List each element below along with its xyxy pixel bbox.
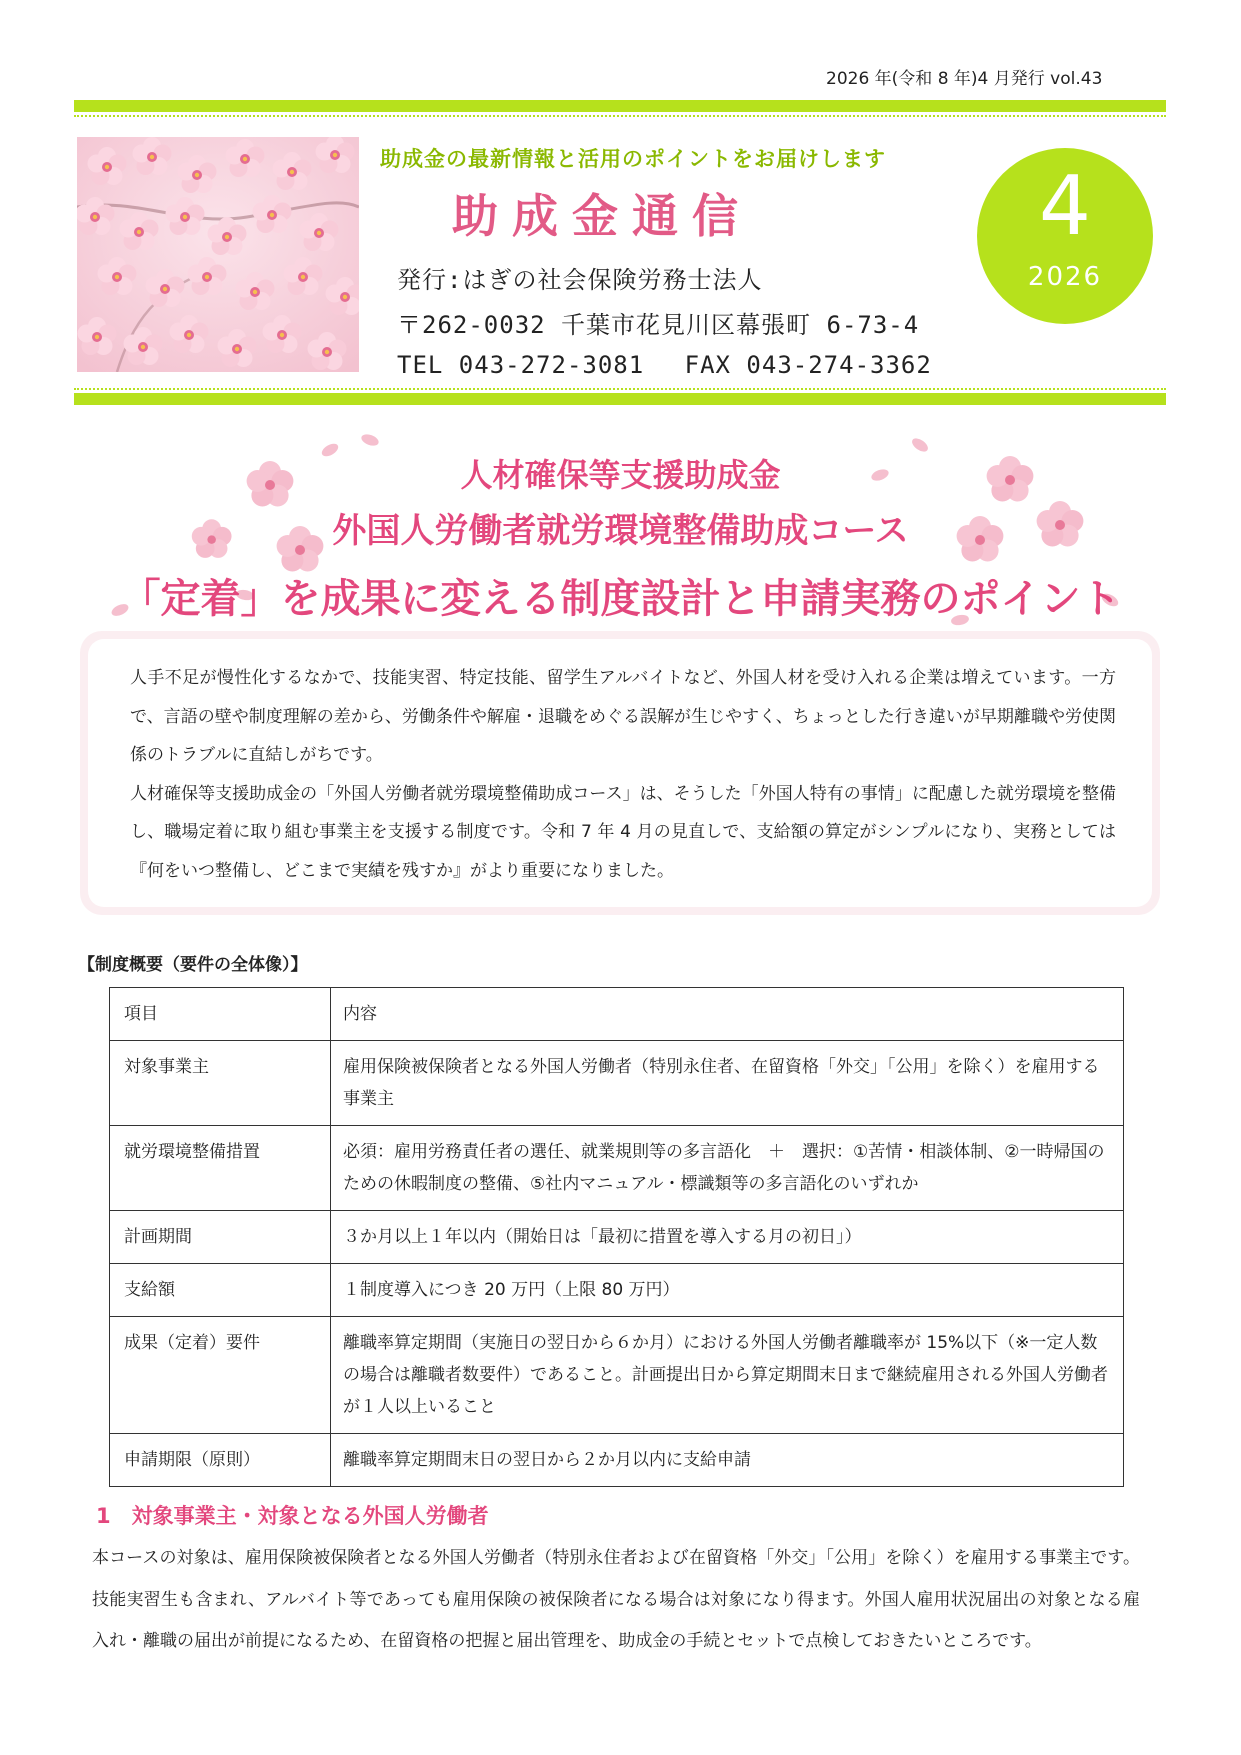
newsletter-title: 助成金通信 xyxy=(452,189,752,243)
table-cell-item: 成果（定着）要件 xyxy=(110,1317,331,1434)
tagline: 助成金の最新情報と活用のポイントをお届けします xyxy=(380,147,886,171)
table-cell-content: 必須：雇用労務責任者の選任、就業規則等の多言語化 ＋ 選択：①苦情・相談体制、②一時帰国のための休暇制度の整備、⑤社内マニュアル・標識類等の多言語化のいずれか xyxy=(331,1126,1124,1211)
table-cell-item: 計画期間 xyxy=(110,1211,331,1264)
overview-label: 【制度概要（要件の全体像）】 xyxy=(78,955,308,975)
headline-course-name: 外国人労働者就労環境整備助成コース xyxy=(332,511,909,551)
table-header-content: 内容 xyxy=(331,988,1124,1041)
badge-year: 2026 xyxy=(1027,262,1103,292)
month-number: 4 xyxy=(1038,159,1092,254)
table-cell-content: １制度導入につき 20 万円（上限 80 万円） xyxy=(331,1264,1124,1317)
publisher: 発行:はぎの社会保険労務士法人 xyxy=(397,266,763,294)
table-row xyxy=(110,1126,1124,1211)
section-1-heading: 1 対象事業主・対象となる外国人労働者 xyxy=(96,1504,489,1528)
table-row xyxy=(110,1211,1124,1264)
table-cell-item: 支給額 xyxy=(110,1264,331,1317)
table-row xyxy=(110,1264,1124,1317)
intro-box-inner xyxy=(88,639,1152,907)
table-row xyxy=(110,1041,1124,1126)
table-cell-content: 離職率算定期間（実施日の翌日から６か月）における外国人労働者離職率が 15%以下（※一定人数の場合は離職者数要件）であること。計画提出日から算定期間末日まで継続雇用される外国人労働者が１人以上いること xyxy=(331,1317,1124,1434)
tel-fax: TEL 043-272-3081 FAX 043-274-3362 xyxy=(397,351,932,379)
table-header-item: 項目 xyxy=(110,988,331,1041)
table-row xyxy=(110,1434,1124,1487)
section-1-body xyxy=(92,1538,1140,1663)
issue-month-badge xyxy=(977,148,1153,324)
headline-subsidy-name: 人材確保等支援助成金 xyxy=(460,456,781,494)
table-header-row xyxy=(110,988,1124,1041)
table-cell-content: ３か月以上１年以内（開始日は「最初に措置を導入する月の初日」） xyxy=(331,1211,1124,1264)
cherry-blossom-photo xyxy=(77,137,359,372)
header-bottom-bar xyxy=(74,393,1166,405)
table-cell-item: 申請期限（原則） xyxy=(110,1434,331,1487)
requirements-table xyxy=(109,987,1124,1487)
issue-date-line: 2026 年(令和 8 年)4 月発行 vol.43 xyxy=(826,69,1103,89)
intro-paragraph-2: 人材確保等支援助成金の「外国人労働者就労環境整備助成コース」は、そうした「外国人特有の事情」に配慮した就労環境を整備し、職場定着に取り組む事業主を支援する制度です。令和 7 年 4 月の見直しで、支給額の算定がシンプルになり、実務としては『何をいつ整備し、どこまで実績を残すか』がより重要になりました。 xyxy=(130,783,1116,881)
table-cell-item: 就労環境整備措置 xyxy=(110,1126,331,1211)
headline-main: 「定着」を成果に変える制度設計と申請実務のポイント xyxy=(120,576,1121,622)
table-cell-content: 雇用保険被保険者となる外国人労働者（特別永住者、在留資格「外交」「公用」を除く）を雇用する事業主 xyxy=(331,1041,1124,1126)
header-top-bar xyxy=(74,100,1166,112)
intro-paragraph-1: 人手不足が慢性化するなかで、技能実習、特定技能、留学生アルバイトなど、外国人材を受け入れる企業は増えています。一方で、言語の壁や制度理解の差から、労働条件や解雇・退職をめぐる誤解が生じやすく、ちょっとした行き違いが早期離職や労使関係のトラブルに直結しがちです。 xyxy=(130,668,1116,766)
table-cell-item: 対象事業主 xyxy=(110,1041,331,1126)
intro-text xyxy=(130,659,1116,891)
table-cell-content: 離職率算定期間末日の翌日から２か月以内に支給申請 xyxy=(331,1434,1124,1487)
intro-box xyxy=(80,631,1160,915)
section-1-paragraph: 本コースの対象は、雇用保険被保険者となる外国人労働者（特別永住者および在留資格「外交」「公用」を除く）を雇用する事業主です。技能実習生も含まれ、アルバイト等であっても雇用保険の被保険者になる場合は対象になり得ます。外国人雇用状況届出の対象となる雇入れ・離職の届出が前提になるため、在留資格の把握と届出管理を、助成金の手続とセットで点検しておきたいところです。 xyxy=(92,1548,1140,1651)
address: 〒262-0032 千葉市花見川区幕張町 6-73-4 xyxy=(397,311,920,339)
cherry-blossom-illustration xyxy=(77,137,359,372)
table-row xyxy=(110,1317,1124,1434)
